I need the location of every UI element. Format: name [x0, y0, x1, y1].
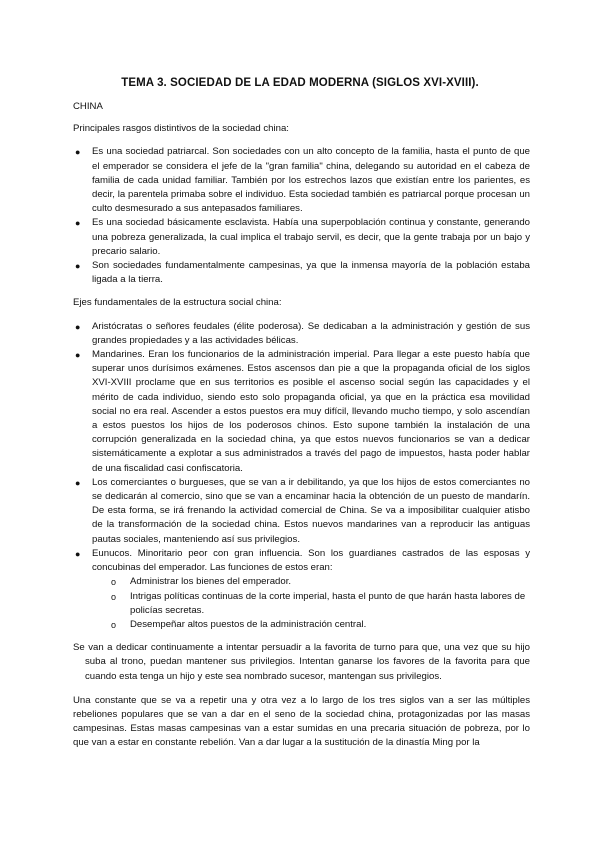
ejes-list [73, 320, 530, 632]
circle-bullet-icon: o [111, 577, 117, 588]
bullet-icon: ● [75, 218, 81, 229]
bullet-icon: ● [75, 147, 81, 158]
list-item: ● Es una sociedad patriarcal. Son sociedades con un alto concepto de la familia, hasta el punto de que el emperador se considera el jefe de la "gran familia" china, delegando su autoridad en el cabeza de familia de cada unidad familiar. También por los estrechos lazos que existían entre los parientes, es decir, la parentela primaba sobre el individuo. Esta sociedad también es patriarcal porque procesan un culto desmesurado a sus antepasados familiares. [75, 146, 530, 215]
circle-bullet-icon: o [111, 619, 117, 630]
bullet-icon: ● [75, 548, 81, 559]
sub-list-item: o Intrigas políticas continuas de la corte imperial, hasta el punto de que harán hasta labores de policías secretas. [111, 590, 526, 616]
list-item: ● Son sociedades fundamentalmente campesinas, ya que la inmensa mayoría de la población estaba ligada a la tierra. [75, 260, 530, 286]
funciones-list [92, 575, 530, 632]
list-item: ● Mandarines. Eran los funcionarios de la administración imperial. Para llegar a este puesto había que superar unos durísimos exámenes. Estos ascensos dan pie a que la propaganda oficial de los siglos XVI-XVIII proclame que en sus territorios es posible el ascenso social según las capacidades y el mérito de cada individuo, siendo esto solo propaganda oficial, ya que en la práctica esa movilidad social no era real. Ascender a estos puestos era muy difícil, llevando mucho tiempo, y solo ascendían a estos puestos los hijos de los poderosos chinos. Esto supone también la instalación de una corrupción generalizada en la sociedad china, ya que estos nuevos funcionarios se van a dedicar sistemáticamente a explotar a sus administrados a través del pago de impuestos, hasta poder hablar de una fiscalidad casi confiscatoria. [75, 349, 530, 474]
document-body [73, 100, 530, 761]
intro-ejes: Ejes fundamentales de la estructura social china: [73, 297, 282, 309]
bullet-icon: ● [75, 477, 81, 488]
list-item: ● Aristócratas o señores feudales (élite poderosa). Se dedicaban a la administración y gestión de sus grandes propiedades y a las actividades bélicas. [75, 320, 530, 346]
paragraph-rebeliones: Una constante que se va a repetir una y otra vez a lo largo de los tres siglos van a ser las múltiples rebeliones populares que se van a dar en el seno de la sociedad china, protagonizadas por las masas campesinas. Estas masas campesinas van a estar sumidas en una precaria situación de pobreza, por lo que van a estar en constante rebelión. Van a dar lugar a la sustitución de la dinastía Ming por la [73, 694, 530, 749]
intro-rasgos: Principales rasgos distintivos de la sociedad china: [73, 123, 289, 135]
bullet-icon: ● [75, 350, 81, 361]
paragraph-favorita: Se van a dedicar continuamente a intentar persuadir a la favorita de turno para que, una vez que su hijo suba al trono, puedan mantener sus privilegios. Intentan ganarse los favores de la favorita para que cuando esta tenga un hijo y este sea nombrado sucesor, mantengan sus privilegios. [73, 642, 530, 682]
rasgos-list [73, 145, 530, 287]
list-item: ● Es una sociedad básicamente esclavista. Había una superpoblación continua y constante, generando una pobreza generalizada, la cual implica el trabajo servil, es decir, que la gente trabaja por un bajo y precario salario. [75, 217, 530, 257]
sub-list-item: o Administrar los bienes del emperador. [92, 575, 530, 589]
sub-list-item: o Desempeñar altos puestos de la administración central. [92, 618, 530, 632]
list-item: ● Eunucos. Minoritario peor con gran influencia. Son los guardianes castrados de las esposas y concubinas del emperador. Las funciones de estos eran: o Administrar los bienes del emperador. o Intrigas políticas continuas de la corte imperial, hasta el punto de que harán hasta labores de policías secretas. o Desempeñar altos puestos de la administración central. [73, 547, 530, 632]
list-item: ● Los comerciantes o burgueses, que se van a ir debilitando, ya que los hijos de estos comerciantes no se dedicarán al comercio, sino que se van a encaminar hacia la obtención de un puesto de mandarín. De esta forma, se irá frenando la actividad comercial de China. Se va a imposibilitar cualquier atisbo de la transformación de la sociedad china. Estos nuevos mandarines van a reproducir las antiguas pautas sociales, manteniendo así sus privilegios. [75, 476, 530, 545]
circle-bullet-icon: o [111, 591, 117, 602]
bullet-icon: ● [75, 261, 81, 272]
bullet-icon: ● [75, 321, 81, 332]
document-title: TEMA 3. SOCIEDAD DE LA EDAD MODERNA (SIGLOS XVI-XVIII). [121, 77, 479, 89]
section-heading-china: CHINA [73, 101, 103, 112]
